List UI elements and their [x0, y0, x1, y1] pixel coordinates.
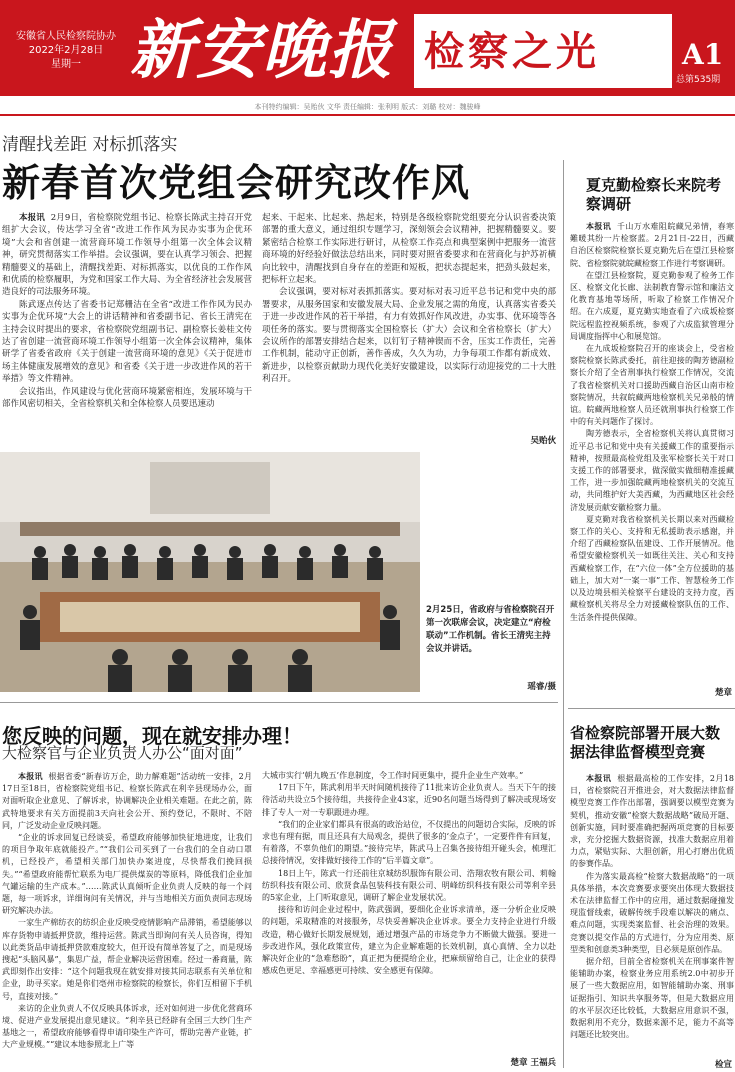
right-paragraph: 陶芳德表示，全省检察机关将认真贯彻习近平总书记和党中央有关援藏工作的重要指示精神，按照最高检党组及张军检察长关于对口支援工作的部署要求，做深做实做细精准援藏工作，进一步加强皖藏两地检察机关的交流互动，共同维护好大美西藏，为西藏地区社会经济发展贡献安徽检察力量。	[570, 429, 734, 512]
story2-column-2	[262, 770, 556, 1056]
meeting-photo	[0, 452, 420, 692]
story2-paragraph: 17日下午，陈武利用半天时间随机接待了11批来访企业负责人。当天下午的接待活动共设立5个接待组，共接待企业43家，近90名问题当场得到了解决或现场安排了专人一对一专职跟进办理。	[262, 783, 556, 817]
right-story-1-headline: 夏克勤检察长来院考察调研	[586, 176, 722, 213]
right-paragraph: 作为落实最高检“检察大数据战略”的一项具体举措，本次竞赛要求要突出体现大数据技术在法律监督工作中的应用，通过数据碰撞发现监督线索，破解传统手段难以解决的痛点、难点问题，实现类案监督、社会治理的效果。竞赛以提交作品的方式进行，分为应用类、原型类和创意类3种类型，目必须是原创作品。	[570, 871, 734, 954]
right-story-2-headline: 省检察院部署开展大数据法律监督模型竞赛	[570, 724, 721, 761]
story2-paragraph: 18日上午，陈武一行还前往京城纺织服饰有限公司、浩翔农牧有限公司、莉翰纺织科技有限公司、欣贤食品包装科技有限公司、明峰纺织科技有限公司等利辛县的5家企业，上门听取意见，调研了解企业发展状况。	[262, 868, 556, 903]
lead-kicker: 清醒找差距 对标抓落实	[2, 135, 178, 155]
issue-date: 2022年2月28日	[28, 45, 104, 56]
story2-paragraph: “我们的企业家们都具有很高的政治站位，不仅提出的问题切合实际，反映的诉求也有理有据，而且还具有大局观念，提供了很多的‘金点子’，一定要件件有回复，有着落，不辜负他们的期望。”接待完毕，陈武马上召集各接待组开碰头会，梳理汇总接待情况，安排做好接待工作的“后半篇文章”。	[262, 819, 556, 866]
lead-headline: 新春首次党组会研究改作风	[2, 161, 471, 205]
meeting-photo-illustration	[0, 452, 420, 692]
story2-author: 楚章 王福兵	[510, 1058, 556, 1068]
section-divider	[0, 702, 558, 703]
page-number: A1	[682, 38, 724, 71]
top-divider	[0, 114, 735, 116]
right-paragraph: 本报讯 千山万水难阻皖藏兄弟情，春寒難暖其纷一片检察蓝。2月21日-22日，西藏自治区检察院检察长夏克勤先后在望江县检察院、省检察院就皖藏检察工作进行考察调研。	[570, 221, 734, 268]
right-paragraph: 据介绍，目前全省检察机关在刑事案件智能辅助办案，检察业务应用系统2.0中初步开展了一些大数据应用，如智能辅助办案、刑事证据指引、知识共享服务等，但是大数据应用的水平层次还比较低，大数据应用意识不强，数据利用不充分，数据来源不足，能力不高等问题还比较突出。	[570, 957, 734, 1040]
lead-column-2	[262, 212, 556, 434]
story2-paragraph: 一家生产棉纺衣的纺织企业反映受疫情影响产品滞销，希望能够以库存货物申请抵押贷款，维持运营。陈武当即询问有关人员咨询，得知以此类货品申请抵押贷款难度较大，但开设有简单答复了之，而是现场搜起“头脑风暴”，集思广益，帮企业解决运营困难。经过一番商量，陈武即刻作出安排：“这个问题我现在就安排对接其同志联系有关单位和企业，助寻买家。她是你们亳州市检察院的检察长，你们互相留下手机号，直接对接。”	[2, 918, 252, 1001]
byline-tag: 本报讯	[19, 213, 45, 223]
story2-subhead: 大检察官与企业负责人办公“面对面”	[2, 744, 243, 762]
weekday: 星期一	[51, 59, 81, 70]
publisher: 安徽省人民检察院协办	[16, 31, 116, 42]
right-story-2-body	[570, 772, 734, 1058]
section-title: 检察之光	[424, 29, 600, 75]
story2-column-1	[2, 770, 252, 1068]
story2-paragraph: 来访的企业负责人不仅反映具体诉求，还对如何进一步优化营商环境、促进产业发展提出意见建议。“利辛县已经辟有全国三大纱门生产基地之一，希望政府能够看得申请印染生产许可，帮助完善产业链，扩大产业规模。”“建议本地参照北上广等	[2, 1003, 252, 1050]
issue-number: 总第535期	[676, 75, 721, 85]
story2-paragraph: 接待和访问企业过程中，陈武强调，要细化企业诉求清单，逐一分析企业反映的问题，采取精准的对接服务，尽快妥善解决企业诉求。要全力支持企业进行升级改造，精心做好长期发展规划，通过增强产品的市场竞争力不断做大做强。要进一步改进作风，强化政策宣传，建立为企业解难题的长效机制，真心真情、全力以赴解决好企业的“急难愁盼”，真正把为便提给企业，把麻烦留给自己，让企业的获得感成色更足、幸福感更可持续、安全感更有保障。	[262, 905, 556, 976]
right-paragraph: 在九成坂检察院召开的座谈会上，受省检察院检察长陈武委托，前往迎接的陶芳德副检察长介绍了全省刑事执行检察工作情况，交流了我省检察机关对口援助西藏自治区山南市检察院情况，共叙皖藏两地检察机关兄弟般的情谊。皖藏两地检察人员还就刑事执行检察工作中的有关问题作了探讨。	[570, 344, 734, 427]
column-divider	[563, 160, 564, 1068]
lead-paragraph: 会议强调，要对标对表抓抓落实。要对标对表习近平总书记和党中央的部署要求，从服务国家和安徽发展大局、企业发展之需的角度，认真落实省委关于进一步改进作风的若干举措，有力有效抓好作风改进，办实事、优环境等各项任务的落实。要与贯彻落实全国检察长（扩大）会议和全省检察长（扩大）会议所作的部署安排结合起来，以钉钉子精神锲而不舍，压实工作责任，完善工作机制，能动守正创新，善作善成，久久为功，力争每项工作都有新成效、新进步，以检察贡献助力现代化美好安徽建设，以实际行动迎接党的二十大胜利召开。	[262, 287, 556, 385]
lead-author: 吴贻伙	[530, 436, 556, 446]
story2-paragraph: “企业的诉求回复已经谈妥，希望政府能够加快征地进度，让我们的项目争取年底就能投产。”“我们公司买到了一台我们的全自动口罩机，已经投产，希望相关部门加快办案进度，尽快帮我们挽回损失。”“希望政府能帮忙联系为电厂提供煤炭的等原料，降低我们企业加气罐运输的生产成本。”……陈武认真倾听企业负责人反映的每一个问题，每一项诉求，详细询问有关情况，并与当地相关方面负责同志现场研究解决办法。	[2, 833, 252, 916]
lead-paragraph: 本报讯 2月9日，省检察院党组书记、检察长陈武主持召开党组扩大会议，传达学习全省“改进工作作风为民办实事为企优环境”大会和省创建一流营商环境工作领导小组第一次全体会议精神，研究贯彻落实工作举措。会议强调，要在认真学习领会、把握精髓要义的基础上，清醒找差距、对标抓落实，以优良的工作作风和优质的检察履职，为党和国家工作大局、为全省经济社会发展营造良好的司法服务环境。	[2, 213, 252, 298]
lead-paragraph: 起来、干起来、比起来、热起来，特别是各级检察院党组要充分认识省委决策部署的重大意义，通过组织专题学习，深刻领会会议精神，把握精髓要义。要紧密结合检察工作实际进行研讨，从检察工作亮点和典型案例中把服务一流营商环境的好经验好做法总结出来，同时要对照省委要求和在营商化与护苏祈横向比较中，清醒找到自身存在的差距和短板，把状态提起来，把劲头鼓起来，把标杆立起来。	[262, 213, 556, 286]
photo-caption: 2月25日，省政府与省检察院召开第一次联席会议，决定建立“府检联动”工作机制。省长王清宪主持会议并讲话。	[426, 605, 555, 654]
right-paragraph: 在望江县检察院，夏克勤参观了检务工作区、检察文化长廊、法制教育警示馆和廉洁文化教育基地等场所，听取了检察工作情况介绍。在六成夏，夏克勤实地查看了六成坂检察院远程监控视频系统，参观了六成监狱管理分局调度指挥中心和展览馆。	[570, 270, 734, 341]
lead-column-1	[2, 212, 252, 448]
right-divider	[568, 708, 735, 709]
newspaper-name: 新安晚报	[130, 13, 394, 88]
right-story-1-author: 楚章	[714, 688, 732, 698]
masthead	[0, 0, 735, 100]
editor-credits: 本刊特约编辑：吴贻伙 文华 责任编辑：张利明 版式：刘璐 校对：魏骏峰	[254, 103, 481, 111]
lead-paragraph: 会议指出，作风建设与优化营商环境紧密相连，发展环境与干部作风密切相关，全省检察机关和全体检察人员要迅速动	[2, 386, 252, 410]
lead-paragraph: 陈武逐点传达了省委书记郑栅洁在全省“改进工作作风为民办实事为企优环境”大会上的讲话精神和省委副书记、省长王清宪在主持会议时提出的要求，省检察院党组副书记、副检察长姜桂文传达了省创建一流营商环境工作领导小组第一次全体会议精神，集体研学了省委省政府《关于创建一流营商环境的意见》《关于促进市场主体健康发展增效的意见》和省委《关于进一步改进作风的若干举措》等文件精神。	[2, 299, 252, 385]
story2-paragraph: 大城市实行‘朝九晚五’作息制度，令工作时间更集中，提升企业生产效率。”	[262, 771, 524, 780]
story2-paragraph: 本报讯 根据省委“新春访万企，助力解难题”活动统一安排，2月17日至18日，省检察院党组书记、检察长陈武在利辛县现场办公，面对面听取企业意见、了解诉求，协调解决企业相关难题。在此之前，陈武特地要求有关方面提前3天向社会公开、预约登记，不限时、不陪同，广泛发动企业反映问题。	[2, 771, 252, 830]
publication-info	[6, 30, 126, 72]
section-title-box	[412, 12, 674, 90]
photo-credit: 瑶睿/摄	[527, 682, 556, 692]
story2-headline: 您反映的问题，现在就安排办理！	[2, 724, 302, 748]
right-story-2-author: 检宣	[714, 1060, 732, 1070]
right-story-1-body	[570, 220, 734, 696]
right-paragraph: 夏克勤对我省检察机关长期以来对西藏检察工作的关心、支持和无私援助表示感谢，并介绍了西藏检察队伍建设、工作开展情况。他希望安徽检察机关一如既往关注、关心和支持西藏检察工作，在“六位一体”全方位援助的基础上，加大对“一案一事”工作、智慧检务工作以及边境县相关检察平台建设的支持力度，西藏检察机关将尽全力对援藏检察队伍的工作、生活条件提供保障。	[570, 514, 734, 622]
right-paragraph: 本报讯 根据最高检的工作安排，2月18日，省检察院召开推进会，对大数据法律监督模型竞赛工作作出部署，强调要以模型竞赛为契机，推动安徽“检察大数据战略”破局开题、创新实施，同时要准确把握两项竞赛的目标要求，充分挖掘大数据资源，找准大数据应用着力点，紧贴实际、大胆创新，用心打磨出优质的参赛作品。	[570, 773, 734, 869]
